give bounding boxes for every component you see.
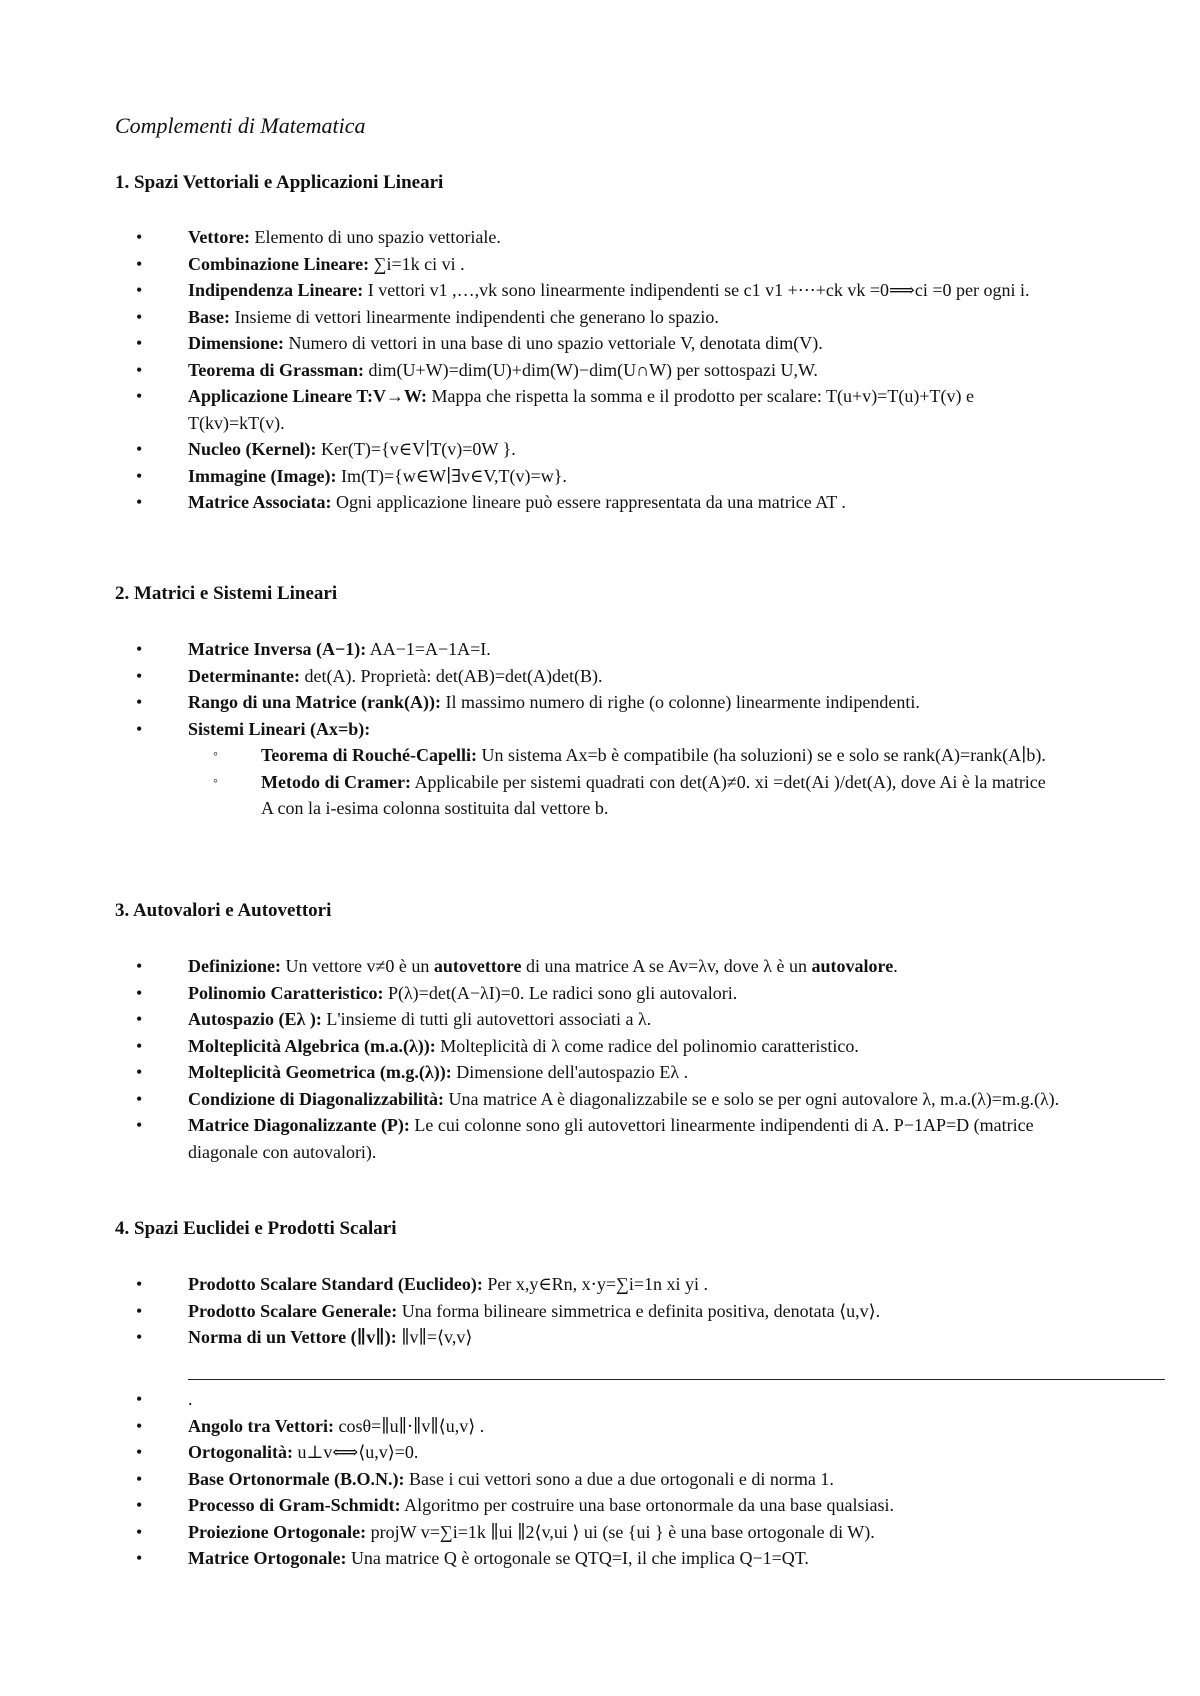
item-term: Proiezione Ortogonale: xyxy=(188,1521,367,1542)
item-term: Indipendenza Lineare: xyxy=(188,280,364,300)
item-text: ∥v∥=⟨v,v⟩ xyxy=(396,1327,473,1347)
item-text: L'insieme di tutti gli autovettori associati a λ. xyxy=(321,1009,652,1029)
item-text: Dimensione dell'autospazio Eλ . xyxy=(451,1062,689,1082)
item-text: cosθ=∥u∥⋅∥v∥⟨u,v⟩ . xyxy=(333,1415,485,1436)
list-item xyxy=(0,1086,1068,1113)
item-term: Base: xyxy=(188,306,230,327)
list-item xyxy=(0,1519,1068,1546)
section-4-list-continued xyxy=(0,1386,1068,1572)
document-title: Complementi di Matematica xyxy=(115,113,366,138)
item-text: Im(T)={w∈W∣∃v∈V,T(v)=w}. xyxy=(336,465,567,486)
item-term: Matrice Diagonalizzante (P): xyxy=(188,1115,410,1135)
item-term: Molteplicità Geometrica (m.g.(λ)): xyxy=(188,1062,452,1082)
item-text: Applicabile per sistemi quadrati con det(A)≠0. xi =det(Ai )/det(A), dove Ai è la matrice A con la i-esima colonna sostituita dal vettore b. xyxy=(261,771,1046,818)
item-term: Matrice Associata: xyxy=(188,492,332,512)
item-text: Per x,y∈Rn, x⋅y=∑i=1n xi yi . xyxy=(482,1274,708,1294)
list-item xyxy=(0,277,1068,304)
sub-list xyxy=(188,742,1068,822)
sub-list-item xyxy=(188,769,1061,822)
item-term-inline: autovalore xyxy=(811,956,894,976)
horizontal-rule xyxy=(188,1379,1165,1380)
list-item xyxy=(0,383,1068,436)
item-text: . xyxy=(188,1389,193,1409)
item-text: Molteplicità di λ come radice del polinomio caratteristico. xyxy=(435,1035,859,1056)
item-term: Teorema di Rouché-Capelli: xyxy=(261,745,477,765)
list-item xyxy=(0,1298,1068,1325)
item-text: Base i cui vettori sono a due a due ortogonali e di norma 1. xyxy=(404,1468,834,1489)
list-item xyxy=(0,1545,1068,1572)
section-2-list xyxy=(0,636,1068,822)
section-4-list xyxy=(0,1271,1068,1351)
item-term: Rango di una Matrice (rank(A)): xyxy=(188,692,441,712)
item-text: di una matrice A se Av=λv, dove λ è un xyxy=(521,956,812,976)
item-text: Numero di vettori in una base di uno spazio vettoriale V, denotata dim(V). xyxy=(284,333,823,353)
item-term: Metodo di Cramer: xyxy=(261,771,411,792)
item-term: Condizione di Diagonalizzabilità: xyxy=(188,1088,445,1109)
list-item xyxy=(0,330,1068,357)
item-term: Sistemi Lineari (Ax=b): xyxy=(188,718,371,739)
item-term: Norma di un Vettore (∥v∥): xyxy=(188,1327,397,1347)
item-text: Ogni applicazione lineare può essere rappresentata da una matrice AT . xyxy=(331,492,846,512)
list-item xyxy=(0,251,1068,278)
item-text: Un vettore v≠0 è un xyxy=(280,956,434,976)
item-term: Prodotto Scalare Generale: xyxy=(188,1300,398,1321)
item-term: Vettore: xyxy=(188,227,250,247)
item-text: ∑i=1k ci vi . xyxy=(369,253,465,274)
item-text: projW v=∑i=1k ∥ui ∥2⟨v,ui ⟩ ui (se {ui } è una base ortogonale di W). xyxy=(366,1521,875,1542)
list-item xyxy=(0,463,1068,490)
list-item xyxy=(0,980,1068,1007)
section-3-heading: 3. Autovalori e Autovettori xyxy=(115,900,332,921)
item-text: Algoritmo per costruire una base ortonormale da una base qualsiasi. xyxy=(400,1495,895,1515)
item-text: u⊥v⟺⟨u,v⟩=0. xyxy=(293,1442,419,1462)
item-text: Ker(T)={v∈V∣T(v)=0W }. xyxy=(316,439,516,459)
section-1-list xyxy=(0,224,1068,516)
item-term: Nucleo (Kernel): xyxy=(188,439,317,459)
item-text: Una forma bilineare simmetrica e definita positiva, denotata ⟨u,v⟩. xyxy=(397,1300,881,1321)
section-4-heading: 4. Spazi Euclidei e Prodotti Scalari xyxy=(115,1218,397,1239)
list-item xyxy=(0,357,1068,384)
item-term: Ortogonalità: xyxy=(188,1442,293,1462)
list-item xyxy=(0,689,1068,716)
list-item xyxy=(0,304,1068,331)
list-item xyxy=(0,1466,1068,1493)
item-text: I vettori v1 ,…,vk sono linearmente indipendenti se c1 v1 +⋯+ck vk =0⟹ci =0 per ogni i. xyxy=(363,280,1030,300)
item-text: Una matrice A è diagonalizzabile se e solo se per ogni autovalore λ, m.a.(λ)=m.g.(λ). xyxy=(444,1088,1060,1109)
list-item xyxy=(0,1006,1068,1033)
item-term: Molteplicità Algebrica (m.a.(λ)): xyxy=(188,1035,436,1056)
list-item xyxy=(0,489,1068,516)
list-item xyxy=(0,663,1068,690)
item-text: Il massimo numero di righe (o colonne) linearmente indipendenti. xyxy=(440,692,920,712)
section-3-list xyxy=(0,953,1068,1165)
list-item xyxy=(0,1492,1068,1519)
list-item xyxy=(0,1271,1068,1298)
item-term: Determinante: xyxy=(188,665,300,686)
item-term: Teorema di Grassman: xyxy=(188,359,365,380)
list-item xyxy=(0,1413,1068,1440)
list-item xyxy=(0,716,1068,822)
item-term: Definizione: xyxy=(188,956,281,976)
item-text: det(A). Proprietà: det(AB)=det(A)det(B). xyxy=(299,665,603,686)
item-text: Elemento di uno spazio vettoriale. xyxy=(249,227,501,247)
item-text: Le cui colonne sono gli autovettori linearmente indipendenti di A. P−1AP=D (matrice diagonale con autovalori). xyxy=(188,1115,1034,1162)
item-term: Processo di Gram-Schmidt: xyxy=(188,1495,401,1515)
item-text: Un sistema Ax=b è compatibile (ha soluzioni) se e solo se rank(A)=rank(A∣b). xyxy=(477,745,1046,765)
list-item xyxy=(0,224,1068,251)
item-text: . xyxy=(893,956,898,976)
list-item xyxy=(0,1033,1068,1060)
item-term: Polinomio Caratteristico: xyxy=(188,982,384,1003)
item-term: Combinazione Lineare: xyxy=(188,253,370,274)
item-term: Matrice Ortogonale: xyxy=(188,1548,347,1568)
list-item xyxy=(0,1324,1068,1351)
item-text: dim(U+W)=dim(U)+dim(W)−dim(U∩W) per sottospazi U,W. xyxy=(364,359,818,380)
item-term-inline: autovettore xyxy=(433,956,522,976)
list-item xyxy=(0,1059,1068,1086)
item-term: Autospazio (Eλ ): xyxy=(188,1009,322,1029)
item-term: Prodotto Scalare Standard (Euclideo): xyxy=(188,1274,483,1294)
list-item xyxy=(0,436,1068,463)
item-term: Dimensione: xyxy=(188,333,284,353)
list-item xyxy=(0,1439,1068,1466)
list-item xyxy=(0,1112,1068,1165)
item-term: Matrice Inversa (A−1): xyxy=(188,639,367,659)
item-term: Base Ortonormale (B.O.N.): xyxy=(188,1468,405,1489)
sub-list-item xyxy=(188,742,1061,769)
item-text: P(λ)=det(A−λI)=0. Le radici sono gli autovalori. xyxy=(383,982,738,1003)
item-text: Insieme di vettori linearmente indipendenti che generano lo spazio. xyxy=(230,306,719,327)
section-1-heading: 1. Spazi Vettoriali e Applicazioni Lineari xyxy=(115,172,444,193)
list-item xyxy=(0,953,1068,980)
section-2-heading: 2. Matrici e Sistemi Lineari xyxy=(115,583,338,604)
item-term: Immagine (Image): xyxy=(188,465,337,486)
item-text: AA−1=A−1A=I. xyxy=(366,639,491,659)
item-term: Angolo tra Vettori: xyxy=(188,1415,334,1436)
item-text: Una matrice Q è ortogonale se QTQ=I, il che implica Q−1=QT. xyxy=(346,1548,809,1568)
item-text: Mappa che rispetta la somma e il prodotto per scalare: T(u+v)=T(u)+T(v) e T(kv)=kT(v). xyxy=(188,386,974,433)
item-term: Applicazione Lineare T:V→W: xyxy=(188,386,428,406)
list-item xyxy=(0,1386,1068,1413)
list-item xyxy=(0,636,1068,663)
